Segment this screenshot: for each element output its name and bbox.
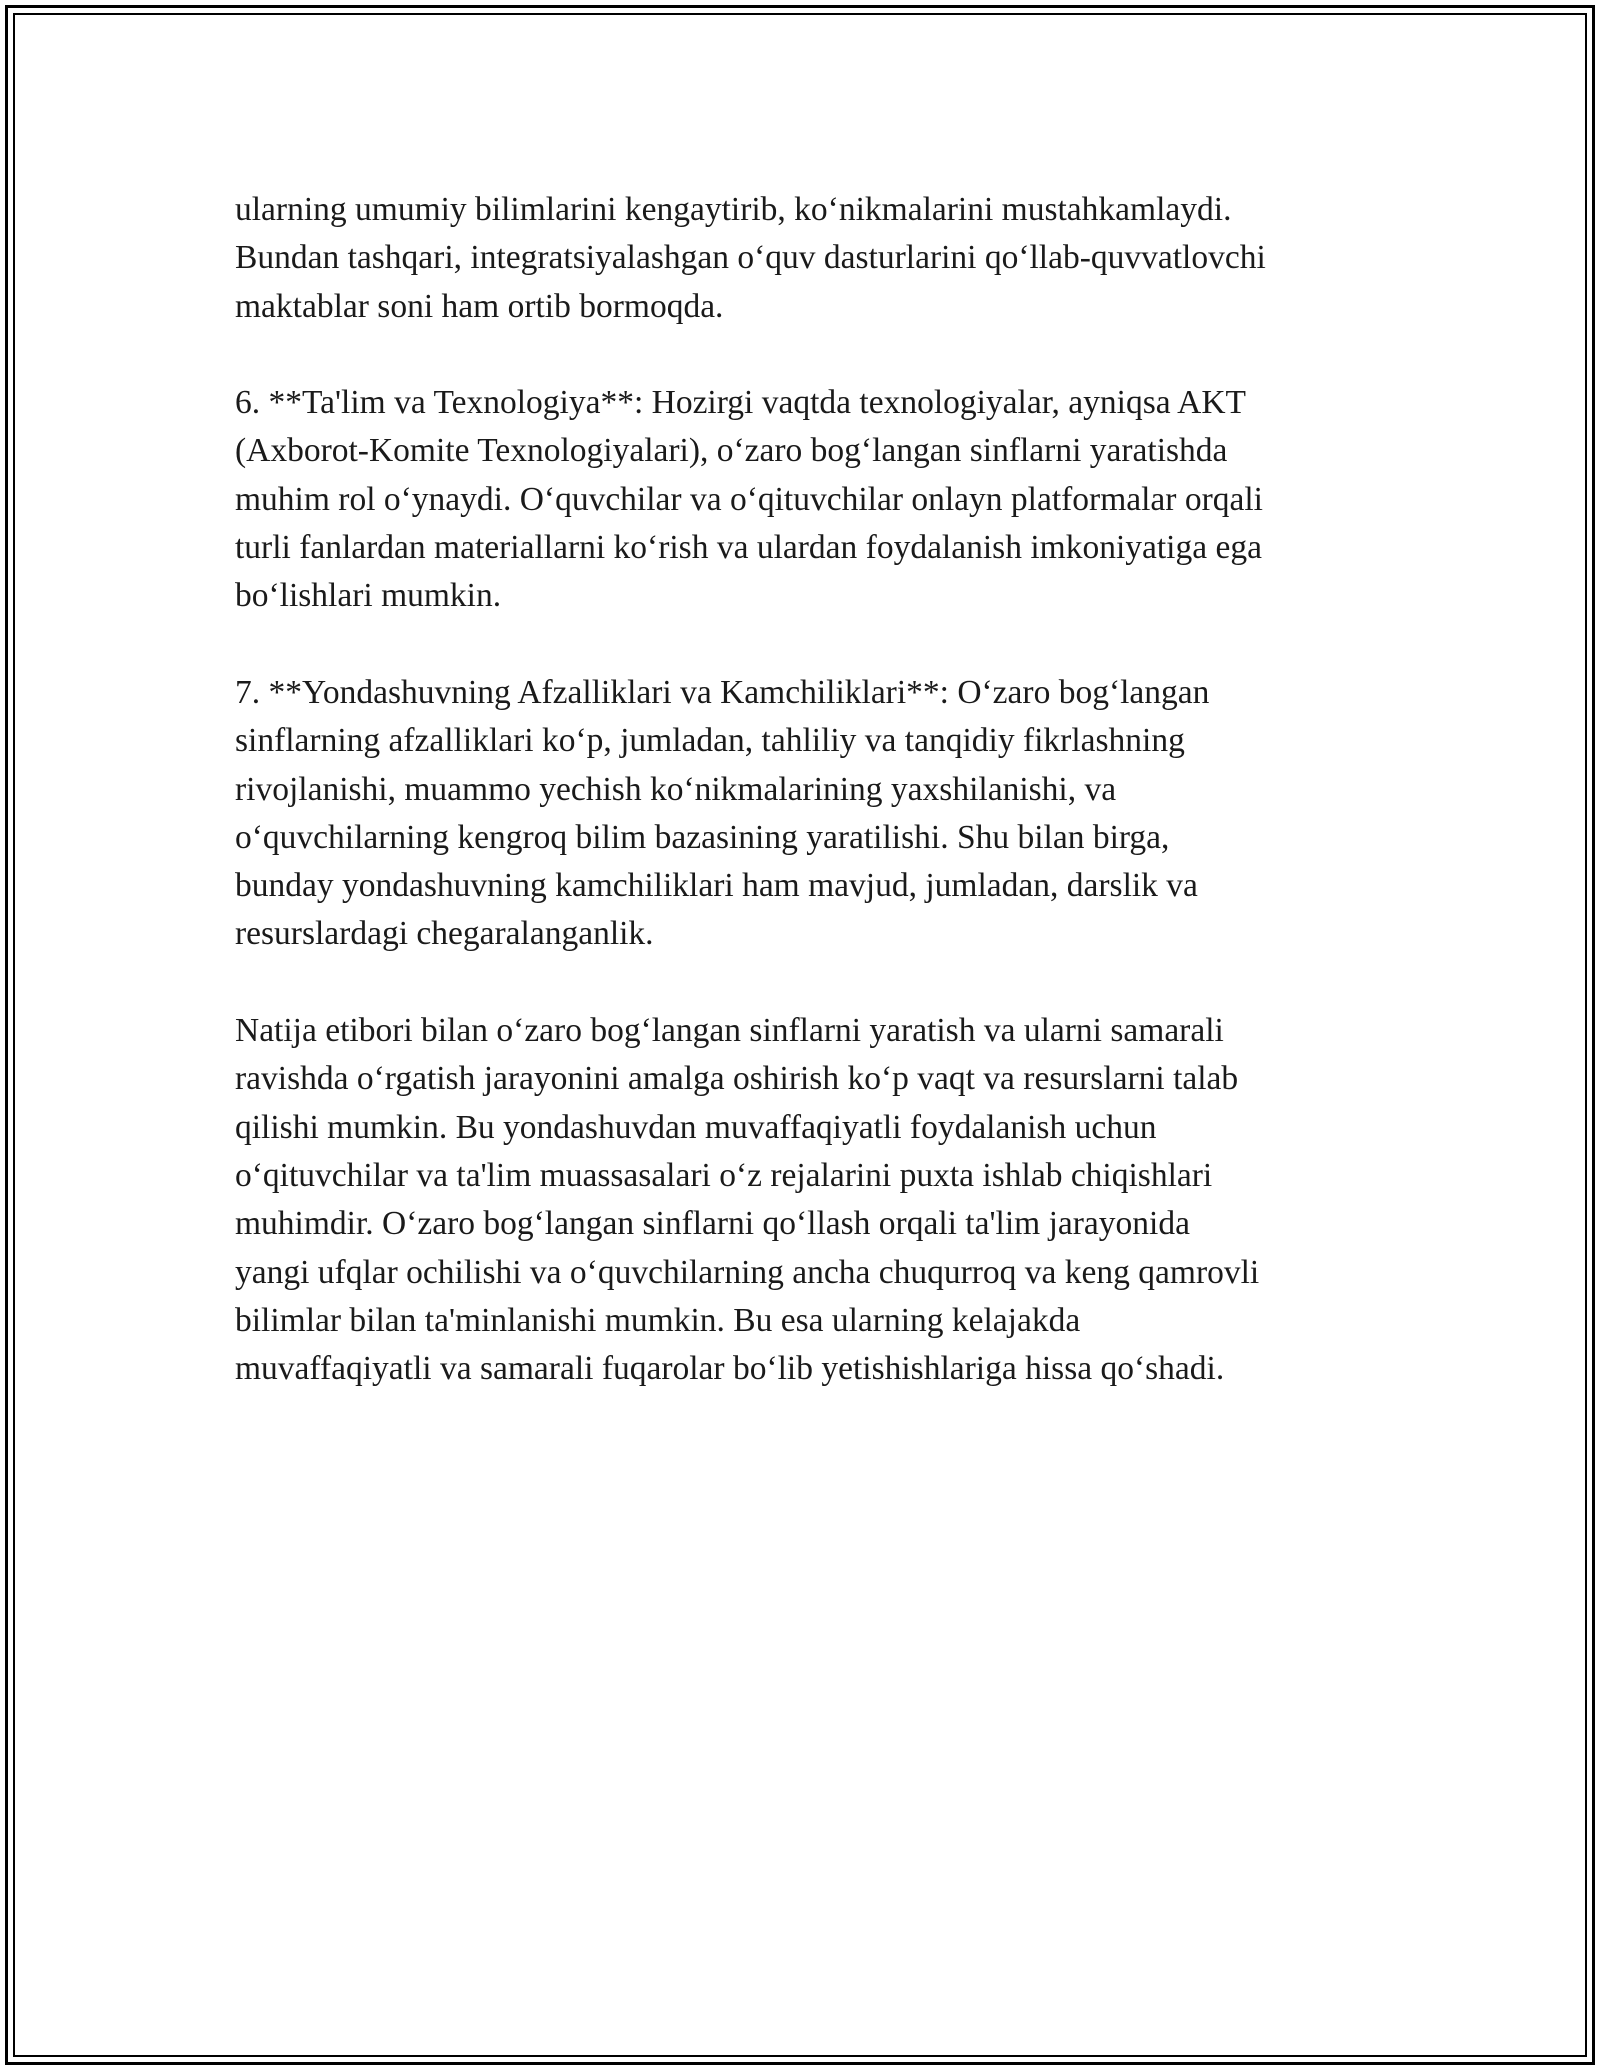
text-line: 6. **Ta'lim va Texnologiya**: Hozirgi vaqtda texnologiyalar, ayniqsa AKT: [235, 384, 1247, 422]
text-line: sinflarning afzalliklari ko‘p, jumladan, tahliliy va tanqidiy fikrlashning: [235, 722, 1185, 760]
text-line: muvaffaqiyatli va samarali fuqarolar bo‘lib yetishishlariga hissa qo‘shadi.: [235, 1350, 1225, 1388]
text-line: 7. **Yondashuvning Afzalliklari va Kamchiliklari**: O‘zaro bog‘langan: [235, 673, 1210, 711]
text-line: turli fanlardan materiallarni ko‘rish va ulardan foydalanish imkoniyatiga ega: [235, 529, 1262, 567]
paragraph-item-7: [235, 669, 1395, 959]
text-line: bo‘lishlari mumkin.: [235, 577, 502, 615]
text-line: resurslardagi chegaralanganlik.: [235, 915, 654, 953]
text-line: bunday yondashuvning kamchiliklari ham mavjud, jumladan, darslik va: [235, 867, 1198, 905]
text-line: ularning umumiy bilimlarini kengaytirib, ko‘nikmalarini mustahkamlaydi.: [235, 191, 1232, 228]
paragraph-continuation: [235, 186, 1395, 331]
text-line: ravishda o‘rgatish jarayonini amalga oshirish ko‘p vaqt va resurslarni talab: [235, 1060, 1239, 1098]
text-line: bilimlar bilan ta'minlanishi mumkin. Bu esa ularning kelajakda: [235, 1301, 1081, 1339]
text-line: Natija etibori bilan o‘zaro bog‘langan sinflarni yaratish va ularni samarali: [235, 1012, 1224, 1050]
text-line: yangi ufqlar ochilishi va o‘quvchilarning ancha chuqurroq va keng qamrovli: [235, 1253, 1260, 1291]
text-line: o‘qituvchilar va ta'lim muassasalari o‘z rejalarini puxta ishlab chiqishlari: [235, 1156, 1213, 1194]
text-line: rivojlanishi, muammo yechish ko‘nikmalarining yaxshilanishi, va: [235, 770, 1117, 808]
document-body: [235, 186, 1395, 1442]
text-line: (Axborot-Komite Texnologiyalari), o‘zaro bog‘langan sinflarni yaratishda: [235, 432, 1228, 470]
text-line: o‘quvchilarning kengroq bilim bazasining yaratilishi. Shu bilan birga,: [235, 818, 1170, 856]
text-line: Bundan tashqari, integratsiyalashgan o‘quv dasturlarini qo‘llab-quvvatlovchi: [235, 239, 1266, 277]
paragraph-item-6: [235, 379, 1395, 620]
text-line: muhimdir. O‘zaro bog‘langan sinflarni qo‘llash orqali ta'lim jarayonida: [235, 1205, 1190, 1243]
text-line: qilishi mumkin. Bu yondashuvdan muvaffaqiyatli foydalanish uchun: [235, 1108, 1157, 1146]
text-line: muhim rol o‘ynaydi. O‘quvchilar va o‘qituvchilar onlayn platformalar orqali: [235, 480, 1263, 518]
text-line: maktablar soni ham ortib bormoqda.: [235, 287, 724, 325]
paragraph-conclusion: [235, 1007, 1395, 1393]
